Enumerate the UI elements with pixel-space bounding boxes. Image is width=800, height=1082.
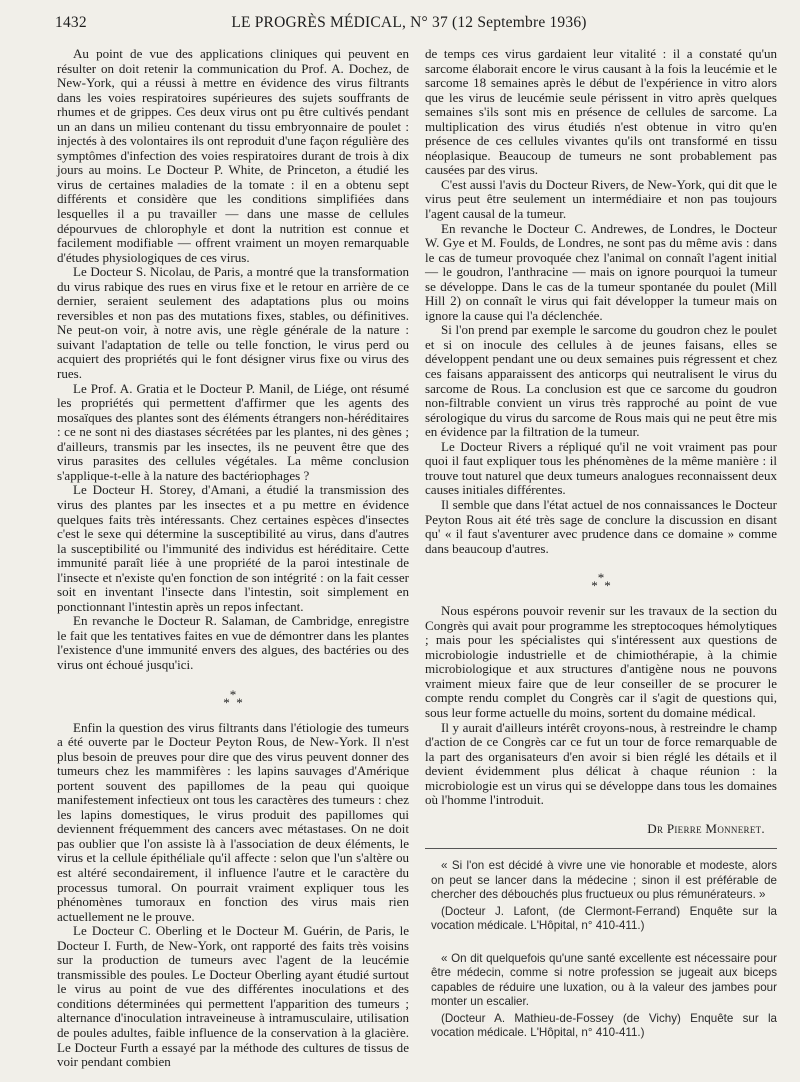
quote-box-2	[425, 952, 777, 1041]
page-header	[55, 14, 763, 36]
paragraph: Nous espérons pouvoir revenir sur les travaux de la section du Congrès qui avait pour programme les streptocoques hémolytiques ; mais pour les spécialistes qui s'intéressent aux questions de microbiologie industrielle et de chimiothérapie, à la chimie microbiologique et aux structures d'antigène nous ne pouvons vraiment mieux faire que de leur conseiller de se procurer le compte rendu complet du Congrès car il s'agit de questions qui, sous leur forme actuelle du moins, sortent du domaine médical.	[425, 603, 777, 720]
paragraph: Si l'on prend par exemple le sarcome du goudron chez le poulet et si on inocule des cellules à de jeunes faisans, elles se développent pendant une ou deux semaines puis régressent et chez ces faisans apparaissent des anticorps qui neutralisent le virus du sarcome de Rous. La conclusion est que ce sarcome du goudron non-filtrable convient un virus très rapproché au point de vue sérologique du virus du sarcome de Rous mais qui ne peut être mis en évidence par la filtration de la tumeur.	[425, 322, 777, 440]
paragraph: En revanche le Docteur R. Salaman, de Cambridge, enregistre le fait que les tentatives faites en vue de démontrer dans les plantes l'existence d'une immunité envers des algues, des bactéries ou des virus ont échoué jusqu'ici.	[57, 613, 409, 672]
paragraph: Il semble que dans l'état actuel de nos connaissances le Docteur Peyton Rous ait été très sage de conclure la discussion en disant qu' « il faut s'aventurer avec prudence dans ce domaine » comme dans beaucoup d'autres.	[425, 496, 777, 556]
paragraph: Au point de vue des applications cliniques qui peuvent en résulter on doit retenir la communication du Prof. A. Dochez, de New-York, qui a réussi à mettre en évidence des virus filtrants dans les voies respiratoires supérieures des sujets souffrants de rhumes et de grippes. Ces deux virus ont pu être cultivés pendant un an dans un milieu contenant du tissu embryonnaire de poulet : injectés à des volontaires ils ont reproduit d'une façon régulière des symptômes d'infection des voies respiratoires durant de trois à dix jours au moins. Le Docteur P. White, de Princeton, a étudié les virus de certaines maladies de la tomate : il en a obtenu sept différents et considère que les conditions simplifiées dans lesquelles il a pu travailler — dans une masse de cellules dépourvues de chlorophyle et dont la nutrition est connue et facilement modifiable — offrent vraiment un moyen remarquable d'études physiologiques de ces virus.	[57, 46, 409, 265]
quote-text: « Si l'on est décidé à vivre une vie honorable et modeste, alors on peut se lancer dans la médecine ; sinon il est préférable de chercher des débouchés plus fructueux ou plus rémunérateurs. »	[431, 859, 777, 902]
paragraph: Le Docteur S. Nicolau, de Paris, a montré que la transformation du virus rabique des rues en virus fixe et le retour en arrière de ce dernier, seraient seulement des adaptations plus ou moins reversibles et non pas des mutations fixes, stables, ou définitives. Ne peut-on voir, à notre avis, une règle générale de la nature : suivant l'adaptation de telle ou telle fonction, le virus perd ou acquiert des propriétés qui le font désigner virus fixe ou virus des rues.	[57, 264, 409, 382]
right-column	[425, 47, 777, 1041]
divider	[425, 848, 777, 849]
quote-source: (Docteur A. Mathieu-de-Fossey (de Vichy) Enquête sur la vocation médicale. L'Hôpital, n° 410-411.)	[431, 1011, 777, 1040]
journal-title: LE PROGRÈS MÉDICAL, N° 37 (12 Septembre 1936)	[231, 14, 587, 31]
left-column	[57, 47, 409, 1070]
paragraph: Il y aurait d'ailleurs intérêt croyons-nous, à restreindre le champ d'action de ce Congrès car ce fut un tour de force remarquable de la part des organisateurs d'en avoir si bien réglé les détails et il devient évidemment plus délicat à chaque réunion : la microbiologie est un virus qui se développe dans tous les domaines où l'homme l'introduit.	[425, 719, 777, 808]
author-signature: Dr Pierre Monneret.	[647, 820, 765, 836]
paragraph: En revanche le Docteur C. Andrewes, de Londres, le Docteur W. Gye et M. Foulds, de Londres, ne sont pas du même avis : dans le cas de tumeur provoquée chez l'animal on connaît l'agent initial — le goudron, l'anthracine — mais on ignore pourquoi la tumeur se développe. Dans le cas de la tumeur spontanée du poulet (Mill Hill 2) on connaît le virus qui fait développer la tumeur mais on ignore la cause qui l'a déclenchée.	[425, 220, 777, 323]
paragraph: de temps ces virus gardaient leur vitalité : il a constaté qu'un sarcome élaborait encore le virus causant à la fois la leucémie et le sarcome 18 semaines après le début de l'expérience in vitro alors que les virus de leucémie seule périssent in vitro après quelques semaines s'ils sont mis en présence de cellules de sarcome. La multiplication des virus étudiés n'est obtenue in vitro qu'en présence de ces cellules vivantes qu'ils ont transformé en tissu néoplasique. Beaucoup de tumeurs ne sont probablement pas causées par des virus.	[425, 46, 777, 178]
paragraph: Le Docteur C. Oberling et le Docteur M. Guérin, de Paris, le Docteur I. Furth, de New-York, ont rapporté des faits très voisins sur la production de tumeurs avec l'agent de la leucémie transmissible des poules. Le Docteur Oberling ayant étudié surtout le virus au point de vue des différentes inoculations et des conditions déterminées qui permettent l'apparition des tumeurs ; alternance d'inoculation intraveineuse à intramusculaire, utilisation de poules adultes, faible influence de la conservation à la glacière. Le Docteur Furth a essayé par la méthode des cultures de tissus de voir pendant combien	[57, 923, 409, 1070]
section-separator: * * *	[591, 570, 611, 594]
quote-source: (Docteur J. Lafont, (de Clermont-Ferrand) Enquête sur la vocation médicale. L'Hôpital, n° 410-411.)	[431, 904, 777, 933]
quote-text: « On dit quelquefois qu'une santé excellente est nécessaire pour être médecin, comme si notre profession se jugeait aux biceps capables de réduire une luxation, ou à la valeur des jambes pour monter un escalier.	[431, 951, 777, 1009]
quote-box-1	[425, 859, 777, 934]
paragraph: Le Prof. A. Gratia et le Docteur P. Manil, de Liége, ont résumé les propriétés qui permettent d'affirmer que les agents des mosaïques des plantes sont des éléments étrangers non-héréditaires : ce ne sont ni des diastases sécrétées par les plantes, ni des gènes ; d'ailleurs, transmis par les insectes, ils ne peuvent être que des virus parasites des cellules végétales. La même conclusion s'applique-t-elle à la nature des bactériophages ?	[57, 380, 409, 483]
section-separator: * * *	[223, 686, 243, 710]
paragraph: Enfin la question des virus filtrants dans l'étiologie des tumeurs a été ouverte par le Docteur Peyton Rous, de New-York. Il n'est plus besoin de preuves pour dire que des virus peuvent donner des tumeurs chez les mammifères : les lapins sauvages d'Amérique portent souvent des papillomes de la peau qui quoique manifestement infectieux ont tous les caractères des tumeurs : chez les lapins domestiques, le virus produit des papillomes qui deviennent fréquemment des cancers avec métastases. On ne doit pas oublier que l'on assiste là à l'association de deux éléments, le virus et la cellule épithéliale qu'il affecte : selon que l'un s'altère ou est altéré secondairement, il influence l'autre et le caractère du processus tumoral. On pourrait vraiment expliquer tous les phénomènes tumoraux en fonction des virus mais rien actuellement ne le prouve.	[57, 719, 409, 924]
paragraph: C'est aussi l'avis du Docteur Rivers, de New-York, qui dit que le virus peut être seulement un intermédiaire et non pas toujours l'agent causal de la tumeur.	[425, 176, 777, 222]
page-number: 1432	[55, 14, 87, 31]
paragraph: Le Docteur Rivers a répliqué qu'il ne voit vraiment pas pour quoi il faut expliquer tous les phénomènes de la même manière : il trouve tout naturel que deux tumeurs analogues reconnaissent deux causes initiales différentes.	[425, 438, 777, 498]
paragraph: Le Docteur H. Storey, d'Amani, a étudié la transmission des virus des plantes par les insectes et a pu mettre en évidence quelques faits très intéressants. Chez certaines espèces d'insectes c'est le sexe qui détermine la susceptibilité au virus, dans d'autres la susceptibilité ou l'immunité des individus est héréditaire. Cette immunité paraît liée à une propriété de la paroi intestinale de l'insecte et n'existe qu'en fonction de son intégrité : on la fait cesser soit en inventant l'insecte dans l'intestin, soit simplement en ponctionnant l'intestin après un repos infectant.	[57, 482, 409, 614]
